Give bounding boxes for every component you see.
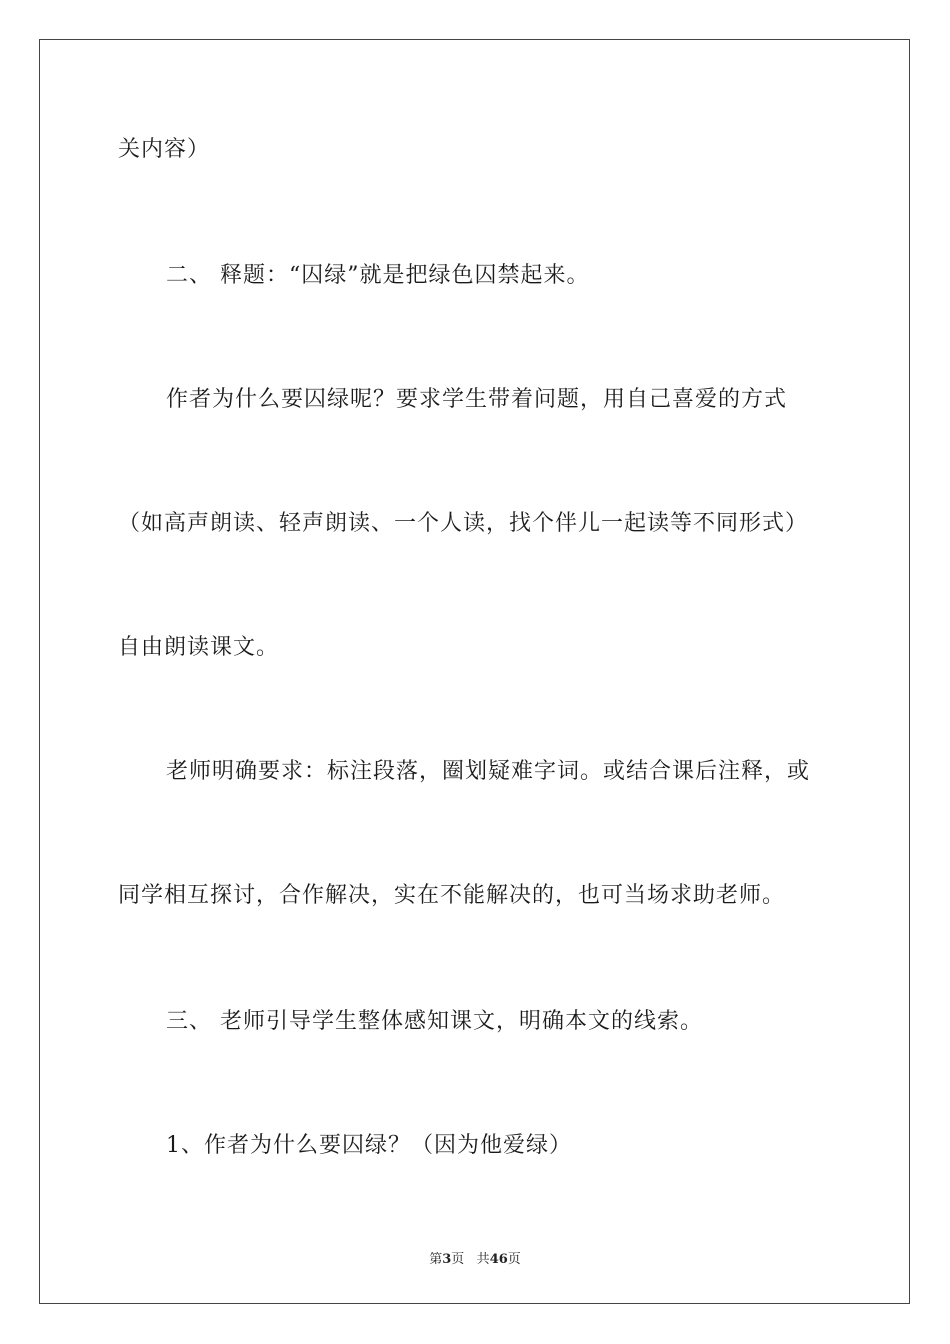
text-line-6: 老师明确要求：标注段落，圈划疑难字词。或结合课后注释，或 — [166, 759, 811, 784]
page-footer — [0, 1248, 950, 1267]
footer-total-suffix: 页 — [507, 1252, 521, 1267]
footer-total-pages: 46 — [489, 1252, 508, 1267]
footer-total-prefix: 共 — [476, 1252, 490, 1267]
text-line-8: 三、 老师引导学生整体感知课文，明确本文的线索。 — [166, 1009, 703, 1034]
footer-page-prefix: 第 — [429, 1252, 443, 1267]
text-line-4: （如高声朗读、轻声朗读、一个人读，找个伴儿一起读等不同形式） — [118, 511, 809, 536]
text-line-9: 1、作者为什么要囚绿？（因为他爱绿） — [166, 1133, 572, 1158]
footer-page-number: 3 — [442, 1252, 452, 1267]
text-line-7: 同学相互探讨，合作解决，实在不能解决的，也可当场求助老师。 — [118, 883, 786, 908]
text-line-1: 关内容） — [118, 137, 211, 162]
text-line-2: 二、 释题：“囚绿”就是把绿色囚禁起来。 — [166, 263, 590, 288]
text-line-5: 自由朗读课文。 — [118, 635, 280, 660]
footer-page-suffix: 页 — [451, 1252, 465, 1267]
text-line-3: 作者为什么要囚绿呢？要求学生带着问题，用自己喜爱的方式 — [166, 387, 788, 412]
page-frame — [39, 39, 910, 1304]
